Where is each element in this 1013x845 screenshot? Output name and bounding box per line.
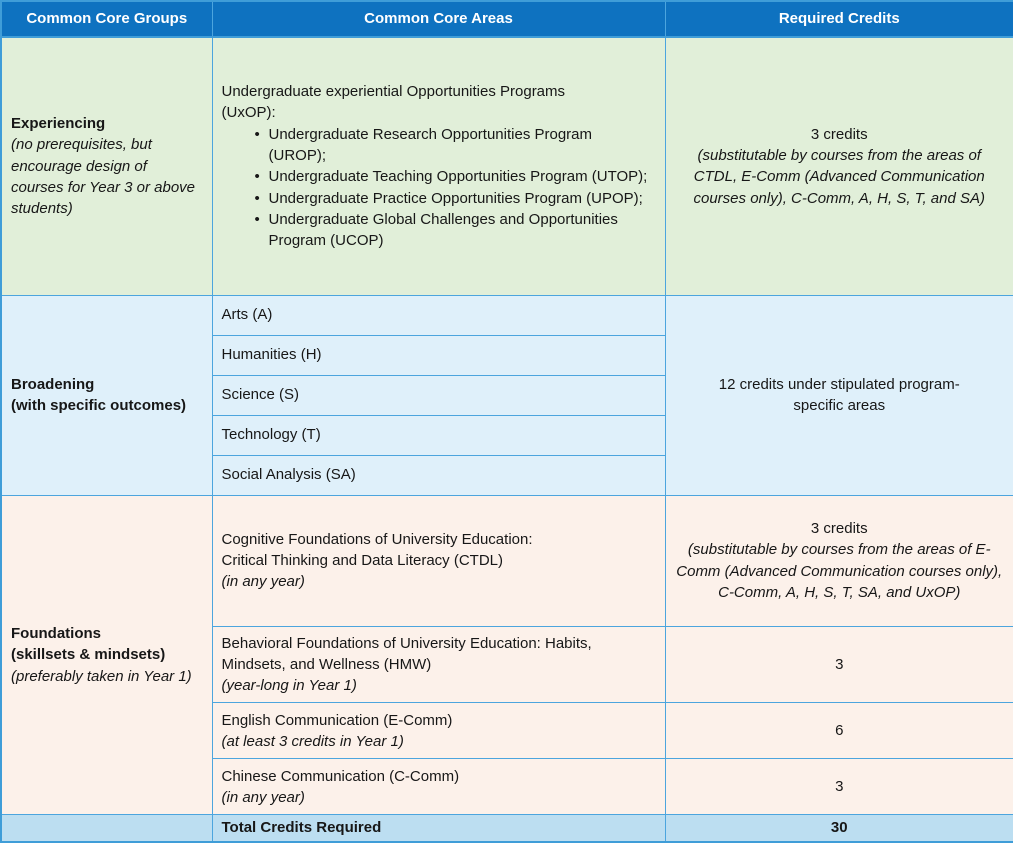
list-item: • Undergraduate Practice Opportunities Program (UPOP); (254, 188, 653, 209)
header-row (1, 1, 1013, 37)
total-row-spacer (1, 815, 212, 842)
total-credits-value: 30 (665, 815, 1013, 842)
credits-cell-ccomm (665, 759, 1013, 815)
group-cell-experiencing (1, 37, 212, 295)
areas-cell-ctdl (212, 495, 665, 626)
credits-amount: 3 credits (810, 125, 868, 143)
area-note: (year-long in Year 1) (221, 677, 357, 695)
credits-cell-experiencing (665, 37, 1013, 295)
credits-note: (substitutable by courses from the areas of CTDL, E-Comm (Advanced Communication courses only), C-Comm, A, H, S, T, and SA) (693, 146, 985, 207)
areas-cell-uxop (212, 37, 665, 295)
credits-amount: 3 (835, 655, 844, 673)
areas-intro-line: (UxOP): (221, 104, 276, 122)
areas-cell-science: Science (S) (212, 375, 665, 415)
credits-cell-hmw (665, 626, 1013, 703)
areas-intro-line: Undergraduate experiential Opportunities Programs (221, 83, 566, 101)
credits-amount: 6 (835, 722, 844, 740)
area-name-line: Behavioral Foundations of University Education: Habits, Mindsets, and Wellness (HMW) (221, 634, 592, 673)
group-note: (no prerequisites, but encourage design of courses for Year 3 or above students) (11, 136, 195, 218)
area-note: (in any year) (221, 573, 305, 591)
credits-amount: 3 (835, 778, 844, 796)
table-row-broadening-arts (1, 295, 1013, 335)
group-cell-foundations (1, 495, 212, 815)
total-credits-label: Total Credits Required (212, 815, 665, 842)
table-header (1, 1, 1013, 37)
areas-cell-ecomm (212, 703, 665, 759)
list-item: • Undergraduate Global Challenges and Opportunities Program (UCOP) (254, 209, 653, 252)
uxop-program-list (222, 124, 653, 252)
list-item: • Undergraduate Teaching Opportunities Program (UTOP); (254, 166, 653, 187)
credits-cell-ecomm (665, 703, 1013, 759)
group-title: Broadening (11, 375, 95, 393)
table-row-experiencing (1, 37, 1013, 295)
area-name-line: Chinese Communication (C-Comm) (221, 767, 460, 785)
areas-cell-arts: Arts (A) (212, 295, 665, 335)
table-row-foundations-ctdl (1, 495, 1013, 626)
areas-cell-ccomm (212, 759, 665, 815)
credits-note: (substitutable by courses from the areas of E-Comm (Advanced Communication courses only), C-Comm, A, H, S, T, SA, and UxOP) (676, 541, 1003, 601)
areas-cell-humanities: Humanities (H) (212, 335, 665, 375)
areas-cell-technology: Technology (T) (212, 415, 665, 455)
areas-cell-hmw (212, 626, 665, 703)
group-note: (preferably taken in Year 1) (11, 667, 192, 685)
credits-amount: 3 credits (810, 519, 868, 537)
area-name-line: English Communication (E-Comm) (221, 711, 453, 729)
area-note: (at least 3 credits in Year 1) (221, 732, 404, 750)
header-cell-credits: Required Credits (665, 1, 1013, 37)
credits-cell-broadening (665, 295, 1013, 495)
group-title: Experiencing (11, 115, 106, 132)
area-name-line: Critical Thinking and Data Literacy (CTDL) (221, 551, 503, 569)
area-name-line: Cognitive Foundations of University Education: (221, 530, 533, 548)
group-cell-broadening (1, 295, 212, 495)
table-row-total (1, 815, 1013, 842)
credits-amount: 12 credits under stipulated program-specific areas (718, 375, 960, 414)
areas-cell-social-analysis: Social Analysis (SA) (212, 455, 665, 495)
area-note: (in any year) (221, 788, 305, 806)
group-title: Foundations (11, 625, 101, 642)
credits-cell-ctdl (665, 495, 1013, 626)
group-subtitle: (with specific outcomes) (11, 397, 187, 414)
header-cell-areas: Common Core Areas (212, 1, 665, 37)
list-item: • Undergraduate Research Opportunities Program (UROP); (254, 124, 653, 167)
header-cell-groups: Common Core Groups (1, 1, 212, 37)
group-subtitle: (skillsets & mindsets) (11, 646, 166, 664)
